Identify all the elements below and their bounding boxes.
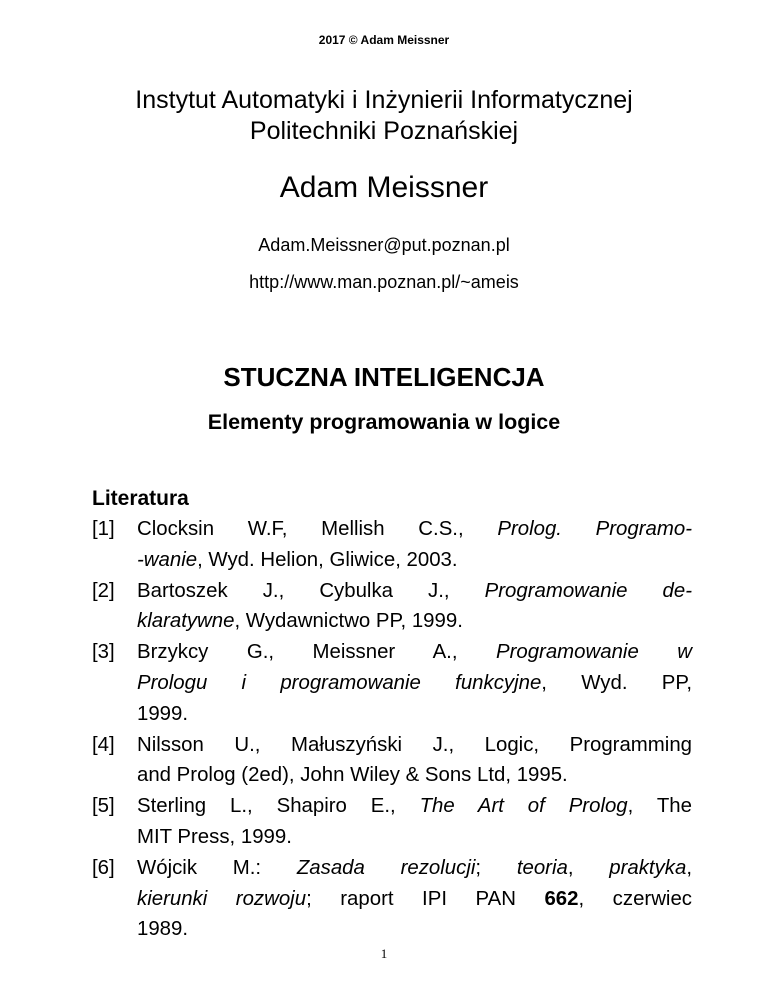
reference-line bbox=[137, 606, 692, 637]
reference-authors: Sterling L., Shapiro E., bbox=[137, 795, 420, 818]
reference-title: klaratywne bbox=[137, 610, 235, 633]
reference-line bbox=[137, 576, 692, 607]
reference-title: Prolog. Programo- bbox=[497, 518, 692, 540]
reference-line bbox=[137, 853, 692, 884]
reference-line: MIT Press, 1999. bbox=[137, 825, 292, 848]
reference-item bbox=[92, 791, 692, 853]
reference-title: Zasada rezolucji bbox=[296, 856, 476, 879]
reference-text bbox=[137, 853, 692, 945]
reference-authors: Wójcik M.: bbox=[137, 856, 297, 879]
reference-item bbox=[92, 637, 692, 729]
reference-item bbox=[92, 514, 692, 576]
reference-line bbox=[137, 514, 692, 545]
reference-date: , czerwiec bbox=[578, 887, 692, 910]
institute-line: Politechniki Poznańskiej bbox=[249, 117, 519, 145]
reference-text bbox=[137, 637, 692, 729]
reference-list bbox=[92, 514, 692, 945]
reference-item bbox=[92, 853, 692, 945]
reference-line: 1999. bbox=[137, 702, 189, 725]
institute-name bbox=[0, 85, 768, 147]
reference-punct: , bbox=[686, 856, 692, 879]
report-number: 662 bbox=[544, 887, 579, 910]
institute-line: Instytut Automatyki i Inżynierii Informatycznej bbox=[135, 86, 633, 114]
reference-title: Programowanie w bbox=[495, 641, 692, 664]
reference-title: The Art of Prolog bbox=[419, 795, 628, 818]
reference-number: [3] bbox=[92, 641, 115, 664]
reference-line: 1989. bbox=[137, 918, 189, 941]
course-title: STUCZNA INTELIGENCJA bbox=[223, 362, 545, 392]
reference-publisher: , Wyd. PP, bbox=[541, 671, 692, 694]
reference-punct: , bbox=[567, 856, 610, 879]
copyright-notice: 2017 © Adam Meissner bbox=[318, 33, 450, 47]
reference-line bbox=[137, 791, 692, 822]
reference-authors: Clocksin W.F, Mellish C.S., bbox=[137, 518, 498, 540]
author-url: http://www.man.poznan.pl/~ameis bbox=[249, 272, 519, 292]
reference-title: Programowanie de- bbox=[484, 579, 692, 602]
author-name: Adam Meissner bbox=[279, 171, 489, 204]
reference-title: praktyka bbox=[609, 856, 687, 879]
reference-line: and Prolog (2ed), John Wiley & Sons Ltd, 1995. bbox=[137, 764, 568, 787]
reference-number: [5] bbox=[92, 795, 115, 818]
reference-publisher: , The bbox=[627, 795, 692, 818]
reference-item bbox=[92, 576, 692, 638]
page-number: 1 bbox=[380, 946, 388, 961]
reference-line: Nilsson U., Małuszyński J., Logic, Programming bbox=[137, 733, 692, 756]
reference-text bbox=[137, 791, 692, 853]
reference-publisher: , Wyd. Helion, Gliwice, 2003. bbox=[197, 548, 458, 571]
reference-line bbox=[137, 668, 692, 699]
course-subtitle: Elementy programowania w logice bbox=[207, 410, 561, 434]
reference-line bbox=[137, 637, 692, 668]
reference-number: [1] bbox=[92, 518, 115, 540]
author-email: Adam.Meissner@put.poznan.pl bbox=[258, 235, 510, 255]
literature-heading: Literatura bbox=[92, 487, 189, 510]
reference-number: [2] bbox=[92, 579, 115, 602]
reference-title: teoria bbox=[516, 856, 568, 879]
reference-punct: ; bbox=[475, 856, 517, 879]
reference-number: [4] bbox=[92, 733, 115, 756]
reference-publisher: ; raport IPI PAN bbox=[306, 887, 545, 910]
reference-authors: Bartoszek J., Cybulka J., bbox=[137, 579, 485, 602]
reference-text bbox=[137, 576, 692, 638]
reference-authors: Brzykcy G., Meissner A., bbox=[137, 641, 496, 664]
reference-text bbox=[137, 514, 692, 576]
reference-publisher: , Wydawnictwo PP, 1999. bbox=[234, 610, 463, 633]
reference-item bbox=[92, 730, 692, 792]
reference-title: -wanie bbox=[137, 548, 198, 571]
reference-number: [6] bbox=[92, 856, 115, 879]
reference-text bbox=[137, 730, 692, 792]
reference-line bbox=[137, 884, 692, 915]
reference-line bbox=[137, 545, 692, 576]
reference-title: Prologu i programowanie funkcyjne bbox=[137, 671, 542, 694]
reference-title: kierunki rozwoju bbox=[137, 887, 307, 910]
